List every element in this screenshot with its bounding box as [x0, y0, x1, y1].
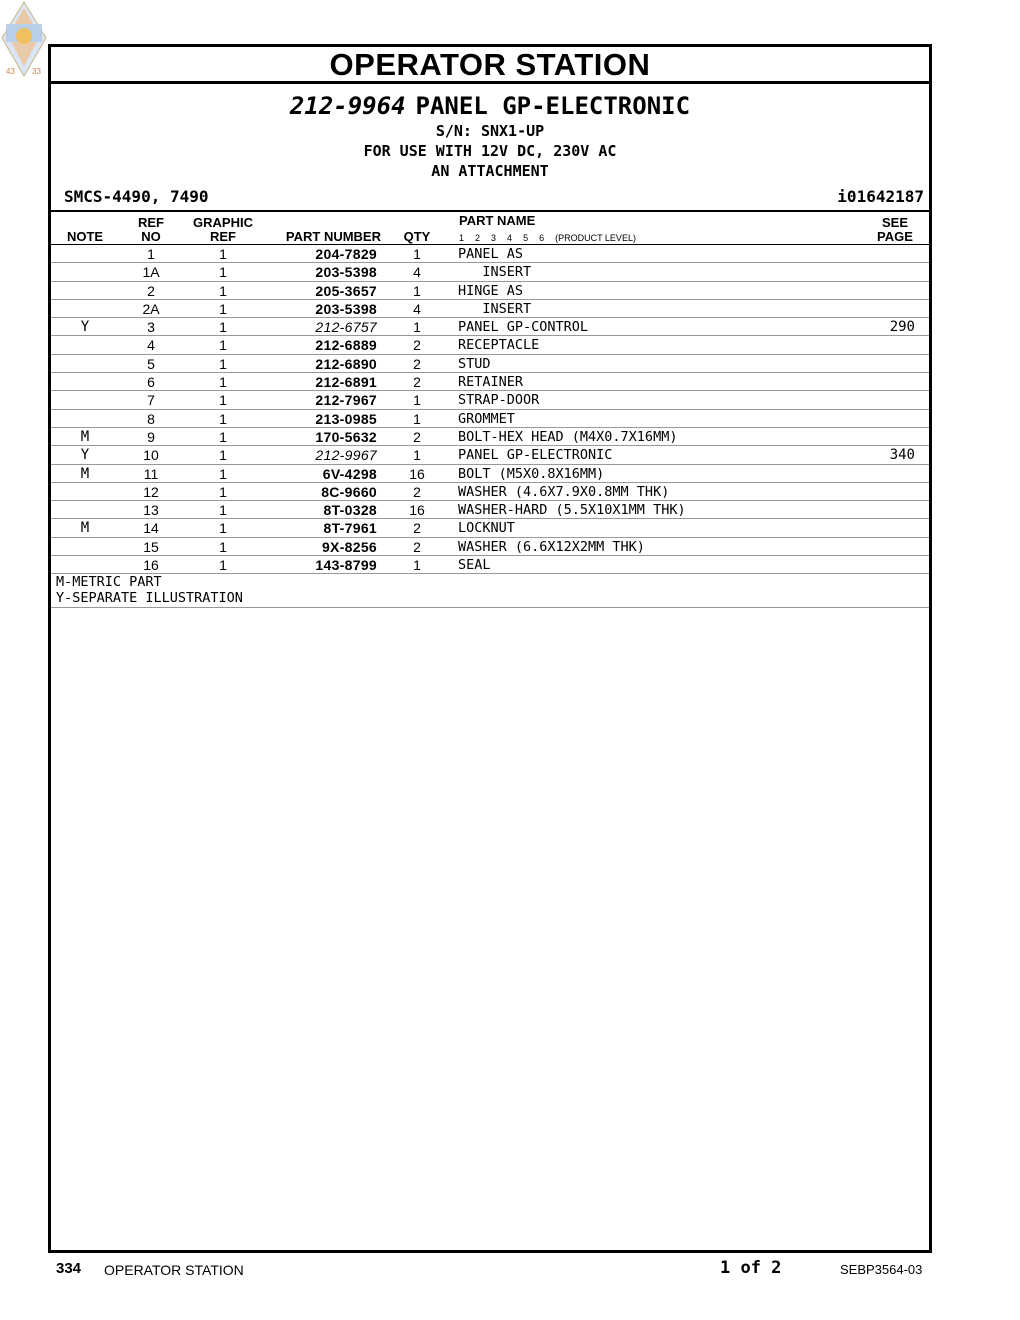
row-qty: 2 — [413, 483, 421, 500]
row-part-number: 203-5398 — [315, 264, 377, 281]
row-see-page: 290 — [889, 319, 915, 336]
usage-line-2: AN ATTACHMENT — [431, 162, 549, 180]
parts-table-body — [51, 245, 929, 574]
row-graphic-ref: 1 — [219, 319, 227, 336]
row-part-name: BOLT-HEX HEAD (M4X0.7X16MM) — [458, 428, 678, 445]
row-part-number: 9X-8256 — [321, 538, 377, 555]
row-part-number: 8T-7961 — [323, 520, 377, 537]
col-part-number: PART NUMBER — [285, 229, 381, 244]
table-row — [51, 373, 929, 391]
row-part-number: 212-6757 — [315, 319, 377, 336]
page-footer — [0, 1260, 1020, 1284]
row-part-name: HINGE AS — [458, 282, 524, 299]
row-qty: 1 — [413, 319, 421, 336]
row-qty: 1 — [413, 447, 421, 464]
row-part-number: 212-7967 — [315, 392, 377, 409]
row-part-number: 212-9967 — [315, 447, 377, 464]
table-row — [51, 263, 929, 281]
row-note: Y — [80, 319, 90, 336]
row-part-name: RETAINER — [458, 374, 524, 391]
row-part-number: 8T-0328 — [323, 502, 377, 519]
row-qty: 4 — [413, 264, 421, 281]
row-ref-no: 7 — [147, 392, 155, 409]
row-ref-no: 15 — [143, 538, 159, 555]
row-qty: 4 — [413, 300, 421, 317]
document-number: SEBP3564-03 — [840, 1262, 923, 1277]
table-row — [51, 391, 929, 409]
parts-header — [51, 84, 929, 212]
row-graphic-ref: 1 — [219, 557, 227, 574]
col-see-top: SEE — [881, 215, 908, 230]
row-ref-no: 14 — [143, 520, 159, 537]
col-ref-bottom: NO — [141, 229, 161, 244]
row-qty: 16 — [409, 502, 425, 519]
row-part-name: WASHER (4.6X7.9X0.8MM THK) — [458, 483, 670, 500]
row-ref-no: 8 — [147, 410, 155, 427]
row-qty: 2 — [413, 428, 421, 445]
note-metric: M-METRIC PART — [56, 574, 162, 591]
page-number: 334 — [56, 1260, 82, 1277]
row-graphic-ref: 1 — [219, 246, 227, 262]
product-level-label: (PRODUCT LEVEL) — [555, 233, 636, 243]
row-graphic-ref: 1 — [219, 483, 227, 500]
row-note: M — [80, 520, 90, 537]
row-part-name: WASHER (6.6X12X2MM THK) — [458, 538, 645, 555]
serial-number: S/N: SNX1-UP — [435, 122, 545, 140]
table-row — [51, 538, 929, 556]
row-part-number: 212-6890 — [315, 355, 377, 372]
row-part-number: 204-7829 — [315, 246, 377, 262]
footer-section: OPERATOR STATION — [104, 1262, 244, 1278]
row-graphic-ref: 1 — [219, 355, 227, 372]
row-part-number: 212-6889 — [315, 337, 377, 354]
section-title: OPERATOR STATION — [51, 47, 929, 84]
logo-right-number: 33 — [32, 67, 41, 76]
logo-left-number: 43 — [6, 67, 15, 76]
row-part-name: STRAP-DOOR — [458, 392, 540, 409]
row-graphic-ref: 1 — [219, 392, 227, 409]
row-graphic-ref: 1 — [219, 520, 227, 537]
row-part-name: PANEL GP-CONTROL — [458, 319, 589, 336]
row-graphic-ref: 1 — [219, 538, 227, 555]
row-ref-no: 2 — [147, 282, 155, 299]
row-ref-no: 16 — [143, 557, 159, 574]
row-qty: 2 — [413, 337, 421, 354]
row-ref-no: 13 — [143, 502, 159, 519]
note-separate-illustration: Y-SEPARATE ILLUSTRATION — [56, 590, 243, 607]
row-part-name: BOLT (M5X0.8X16MM) — [458, 465, 605, 482]
row-note: Y — [80, 447, 90, 464]
row-part-number: 8C-9660 — [321, 483, 377, 500]
row-part-number: 6V-4298 — [322, 465, 377, 482]
row-ref-no: 1A — [142, 264, 160, 281]
col-graphic-top: GRAPHIC — [193, 215, 253, 230]
row-note: M — [80, 465, 90, 482]
row-graphic-ref: 1 — [219, 374, 227, 391]
col-note: NOTE — [66, 229, 104, 244]
row-part-number: 203-5398 — [315, 300, 377, 317]
row-ref-no: 9 — [147, 428, 155, 445]
row-qty: 2 — [413, 355, 421, 372]
row-ref-no: 1 — [147, 246, 155, 262]
row-part-number: 212-6891 — [315, 374, 377, 391]
table-row — [51, 336, 929, 354]
table-row — [51, 519, 929, 537]
row-part-name: SEAL — [458, 557, 491, 574]
row-part-name: WASHER-HARD (5.5X10X1MM THK) — [458, 502, 686, 519]
row-part-name: LOCKNUT — [458, 520, 515, 537]
row-part-number: 213-0985 — [315, 410, 377, 427]
row-part-name: GROMMET — [458, 410, 515, 427]
table-row — [51, 318, 929, 336]
row-qty: 2 — [413, 538, 421, 555]
table-row — [51, 245, 929, 263]
row-qty: 1 — [413, 557, 421, 574]
col-ref-top: REF — [138, 215, 164, 230]
row-ref-no: 5 — [147, 355, 155, 372]
row-ref-no: 10 — [143, 447, 159, 464]
row-note: M — [80, 428, 90, 445]
table-row — [51, 501, 929, 519]
row-part-number: 143-8799 — [315, 557, 377, 574]
row-part-name: STUD — [458, 355, 491, 372]
row-part-name: INSERT — [458, 300, 532, 317]
row-part-name: PANEL AS — [458, 246, 524, 262]
table-row — [51, 410, 929, 428]
column-headers — [51, 212, 929, 245]
row-graphic-ref: 1 — [219, 264, 227, 281]
col-part-name: PART NAME — [459, 213, 536, 228]
row-qty: 1 — [413, 410, 421, 427]
table-row — [51, 355, 929, 373]
row-ref-no: 6 — [147, 374, 155, 391]
group-part-name: PANEL GP-ELECTRONIC — [415, 92, 691, 120]
row-ref-no: 4 — [147, 337, 155, 354]
col-qty: QTY — [403, 229, 431, 244]
smcs-code: SMCS-4490, 7490 — [64, 187, 209, 206]
row-part-name: PANEL GP-ELECTRONIC — [458, 447, 613, 464]
row-graphic-ref: 1 — [219, 428, 227, 445]
row-ref-no: 11 — [143, 465, 159, 482]
row-qty: 1 — [413, 392, 421, 409]
row-graphic-ref: 1 — [219, 282, 227, 299]
row-see-page: 340 — [889, 447, 915, 464]
table-row — [51, 483, 929, 501]
usage-line-1: FOR USE WITH 12V DC, 230V AC — [363, 142, 617, 160]
notes-legend — [51, 574, 929, 608]
row-qty: 1 — [413, 246, 421, 262]
col-graphic-bottom: REF — [210, 229, 236, 244]
row-graphic-ref: 1 — [219, 337, 227, 354]
col-see-bottom: PAGE — [877, 229, 913, 244]
row-graphic-ref: 1 — [219, 300, 227, 317]
row-part-name: INSERT — [458, 264, 532, 281]
row-qty: 16 — [409, 465, 425, 482]
publisher-logo — [0, 0, 48, 80]
table-row — [51, 446, 929, 464]
row-ref-no: 2A — [142, 300, 160, 317]
table-row — [51, 465, 929, 483]
table-row — [51, 556, 929, 574]
group-title — [51, 92, 929, 120]
row-part-number: 170-5632 — [315, 428, 377, 445]
table-row — [51, 300, 929, 318]
table-row — [51, 282, 929, 300]
illustration-id: i01642187 — [837, 187, 924, 206]
row-graphic-ref: 1 — [219, 465, 227, 482]
row-graphic-ref: 1 — [219, 502, 227, 519]
page-of: 1 of 2 — [720, 1258, 782, 1278]
row-graphic-ref: 1 — [219, 410, 227, 427]
row-ref-no: 3 — [147, 319, 155, 336]
row-graphic-ref: 1 — [219, 447, 227, 464]
product-levels: 1 2 3 4 5 6 (PRODUCT LEVEL) — [459, 233, 636, 243]
parts-sheet-frame — [48, 44, 932, 1253]
row-qty: 2 — [413, 520, 421, 537]
row-qty: 2 — [413, 374, 421, 391]
table-row — [51, 428, 929, 446]
row-qty: 1 — [413, 282, 421, 299]
row-part-number: 205-3657 — [315, 282, 377, 299]
row-ref-no: 12 — [143, 483, 159, 500]
row-part-name: RECEPTACLE — [458, 337, 540, 354]
group-part-number: 212-9964 — [289, 92, 406, 120]
